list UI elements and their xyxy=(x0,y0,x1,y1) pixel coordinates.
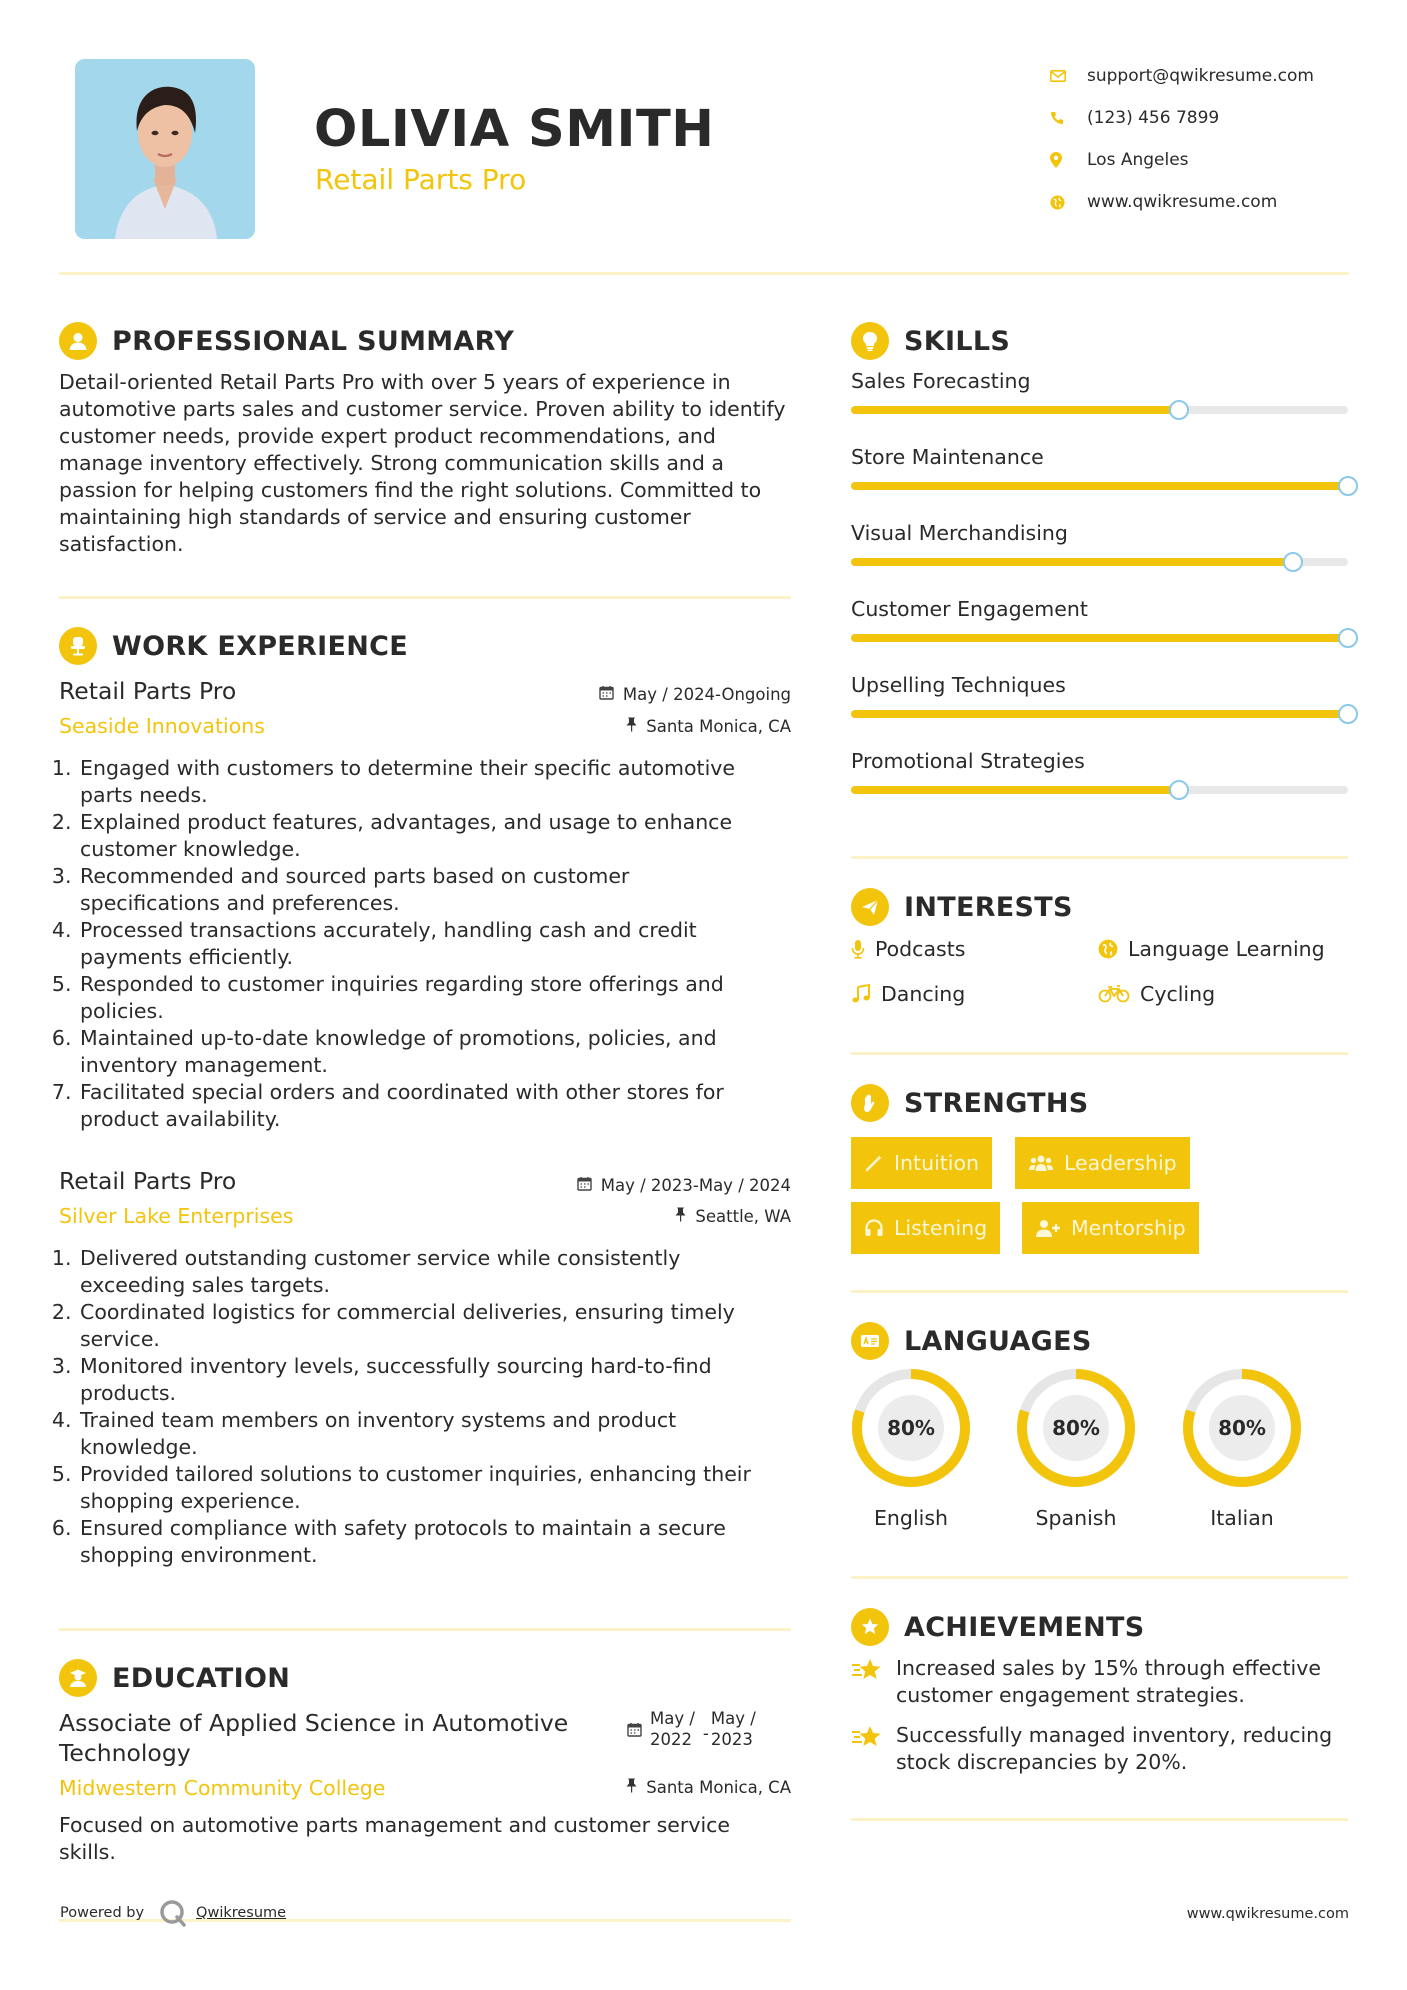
profile-photo xyxy=(75,59,255,239)
interest-podcasts xyxy=(851,937,965,961)
list-item: 4. Processed transactions accurately, handling cash and credit payments efficiently. xyxy=(78,917,799,971)
skill-track xyxy=(851,406,1348,414)
candidate-title: Retail Parts Pro xyxy=(315,163,527,196)
job-1-location xyxy=(626,717,791,736)
strength-leadership xyxy=(1015,1137,1190,1189)
skill-track xyxy=(851,634,1348,642)
work-divider xyxy=(59,1628,791,1631)
language-item xyxy=(1182,1368,1302,1530)
job-2-location-text: Seattle, WA xyxy=(695,1207,791,1226)
education-description xyxy=(59,1812,809,1866)
summary-title: PROFESSIONAL SUMMARY xyxy=(112,325,515,357)
education-school: Midwestern Community College xyxy=(59,1776,386,1800)
achievement-text: Increased sales by 15% through effective customer engagement strategies. xyxy=(896,1656,1321,1707)
work-heading xyxy=(59,627,408,665)
interest-language-learning xyxy=(1098,937,1325,961)
achievements-heading xyxy=(851,1608,1145,1646)
strength-label: Leadership xyxy=(1064,1151,1177,1175)
education-date-start: May / 2022 xyxy=(650,1709,695,1749)
skill-item xyxy=(851,749,1351,773)
strengths-title: STRENGTHS xyxy=(904,1087,1089,1119)
list-item: 1. Engaged with customers to determine their specific automotive parts needs. xyxy=(78,755,799,809)
achievements-divider xyxy=(851,1818,1348,1821)
pushpin-icon xyxy=(626,1778,646,1797)
list-item: 3. Recommended and sourced parts based on customer specifications and preferences. xyxy=(78,863,799,917)
job-1-bullets xyxy=(59,755,799,1133)
globe-icon xyxy=(1098,939,1118,959)
users-icon xyxy=(1028,1153,1054,1173)
qwikresume-link[interactable]: Qwikresume xyxy=(196,1905,287,1921)
skill-level-knob xyxy=(1338,704,1358,724)
job-2-company: Silver Lake Enterprises xyxy=(59,1204,294,1228)
job-1-company: Seaside Innovations xyxy=(59,714,265,738)
language-percent: 80% xyxy=(1052,1416,1100,1440)
strength-mentorship xyxy=(1022,1202,1199,1254)
skill-level-knob xyxy=(1169,400,1189,420)
summary-text xyxy=(59,369,809,558)
job-1-title: Retail Parts Pro xyxy=(59,677,237,705)
list-item: 3. Monitored inventory levels, successfully sourcing hard-to-find products. xyxy=(78,1353,799,1407)
map-pin-icon xyxy=(1050,152,1087,168)
strength-listening xyxy=(851,1202,1000,1254)
job-2-date-text: May / 2023-May / 2024 xyxy=(600,1176,791,1195)
lightbulb-icon xyxy=(851,322,889,360)
headphones-icon xyxy=(864,1218,884,1238)
education-heading xyxy=(59,1659,290,1697)
language-item xyxy=(1016,1368,1136,1530)
list-item: 6. Ensured compliance with safety protocols to maintain a secure shopping environment. xyxy=(78,1515,799,1569)
strengths-divider xyxy=(851,1290,1348,1293)
list-item: 2. Coordinated logistics for commercial deliveries, ensuring timely service. xyxy=(78,1299,799,1353)
list-item: 5. Provided tailored solutions to customer inquiries, enhancing their shopping experience. xyxy=(78,1461,799,1515)
list-item: 2. Explained product features, advantages, and usage to enhance customer knowledge. xyxy=(78,809,799,863)
strength-label: Listening xyxy=(894,1216,988,1240)
user-plus-icon xyxy=(1035,1218,1061,1238)
education-title: EDUCATION xyxy=(112,1662,291,1694)
header-divider xyxy=(59,272,1349,275)
language-name: Spanish xyxy=(1035,1506,1117,1530)
skill-level-knob xyxy=(1338,476,1358,496)
skill-item xyxy=(851,521,1351,545)
calendar-icon xyxy=(627,1722,642,1737)
job-2-date xyxy=(577,1176,791,1195)
hand-icon xyxy=(851,1084,889,1122)
skill-track xyxy=(851,786,1348,794)
skill-name: Upselling Techniques xyxy=(851,673,1066,697)
achievement-item xyxy=(851,1722,1371,1776)
contact-phone-text: (123) 456 7899 xyxy=(1087,108,1220,128)
interest-label: Dancing xyxy=(881,982,966,1006)
skills-title: SKILLS xyxy=(904,325,1011,357)
contact-phone[interactable] xyxy=(1050,97,1390,139)
paper-plane-icon xyxy=(851,888,889,926)
summary-line: maintaining high standards of service and ensuring customer xyxy=(59,505,691,529)
skill-name: Visual Merchandising xyxy=(851,521,1068,545)
language-name: Italian xyxy=(1210,1506,1274,1530)
language-ring xyxy=(1016,1368,1136,1488)
calendar-icon xyxy=(599,685,623,704)
degree-line: Technology xyxy=(59,1739,191,1767)
job-2-title: Retail Parts Pro xyxy=(59,1167,237,1195)
skill-item xyxy=(851,369,1351,393)
contact-block xyxy=(1050,55,1390,223)
powered-by-label: Powered by xyxy=(60,1905,145,1921)
education-date-separator: - xyxy=(702,1723,709,1743)
skill-track xyxy=(851,482,1348,490)
skill-item xyxy=(851,445,1351,469)
language-percent: 80% xyxy=(1218,1416,1266,1440)
interests-heading xyxy=(851,888,1073,926)
education-desc-line: Focused on automotive parts management and customer service xyxy=(59,1813,731,1837)
bicycle-icon xyxy=(1098,985,1130,1003)
skill-level-knob xyxy=(1169,780,1189,800)
job-1-date-text: May / 2024-Ongoing xyxy=(622,685,791,704)
language-name: English xyxy=(873,1506,949,1530)
star-badge-icon xyxy=(851,1608,889,1646)
skill-name: Customer Engagement xyxy=(851,597,1088,621)
interests-title: INTERESTS xyxy=(904,891,1073,923)
contact-location-text: Los Angeles xyxy=(1087,150,1189,170)
languages-heading xyxy=(851,1322,1092,1360)
interest-label: Cycling xyxy=(1140,982,1216,1006)
pushpin-icon xyxy=(675,1207,695,1226)
language-ring xyxy=(851,1368,971,1488)
contact-location xyxy=(1050,139,1390,181)
education-degree xyxy=(59,1708,568,1768)
skill-level-fill xyxy=(851,634,1348,642)
achievement-text: Successfully managed inventory, reducing stock discrepancies by 20%. xyxy=(896,1723,1333,1774)
skill-level-knob xyxy=(1283,552,1303,572)
chair-icon xyxy=(59,627,97,665)
job-2-bullets xyxy=(59,1245,799,1569)
phone-icon xyxy=(1050,111,1087,125)
skill-name: Promotional Strategies xyxy=(851,749,1085,773)
interest-cycling xyxy=(1098,982,1215,1006)
skill-level-fill xyxy=(851,710,1348,718)
calendar-icon xyxy=(577,1176,601,1195)
skill-level-fill xyxy=(851,406,1179,414)
user-icon xyxy=(59,322,97,360)
job-1-date xyxy=(599,685,791,704)
achievement-item xyxy=(851,1655,1371,1709)
skill-track xyxy=(851,710,1348,718)
education-location xyxy=(626,1778,791,1797)
contact-website-text: www.qwikresume.com xyxy=(1087,192,1278,212)
strength-label: Intuition xyxy=(894,1151,980,1175)
list-item: 4. Trained team members on inventory systems and product knowledge. xyxy=(78,1407,799,1461)
work-title: WORK EXPERIENCE xyxy=(112,630,408,662)
skills-divider xyxy=(851,856,1348,859)
skill-level-fill xyxy=(851,482,1348,490)
interest-label: Podcasts xyxy=(875,937,966,961)
skill-level-knob xyxy=(1338,628,1358,648)
summary-line: customer needs, provide expert product recommendations, and xyxy=(59,424,716,448)
skill-item xyxy=(851,673,1351,697)
qwikresume-logo-icon xyxy=(158,1898,188,1928)
job-2-location xyxy=(675,1207,791,1226)
language-card-icon xyxy=(851,1322,889,1360)
language-ring xyxy=(1182,1368,1302,1488)
summary-line: satisfaction. xyxy=(59,532,184,556)
list-item: 6. Maintained up-to-date knowledge of promotions, policies, and inventory management. xyxy=(78,1025,799,1079)
summary-line: passion for helping customers find the right solutions. Committed to xyxy=(59,478,762,502)
interest-dancing xyxy=(851,982,965,1006)
summary-heading xyxy=(59,322,514,360)
skill-level-fill xyxy=(851,558,1293,566)
contact-website[interactable] xyxy=(1050,181,1390,223)
summary-line: Detail-oriented Retail Parts Pro with over 5 years of experience in xyxy=(59,370,731,394)
star-icon xyxy=(851,1655,896,1709)
strengths-heading xyxy=(851,1084,1089,1122)
job-1-location-text: Santa Monica, CA xyxy=(646,717,791,736)
summary-divider xyxy=(59,596,791,599)
language-percent: 80% xyxy=(887,1416,935,1440)
education-desc-line: skills. xyxy=(59,1840,116,1864)
star-icon xyxy=(851,1722,896,1776)
list-item: 1. Delivered outstanding customer service while consistently exceeding sales targets. xyxy=(78,1245,799,1299)
education-date-end: May / 2023 xyxy=(710,1709,756,1749)
summary-line: automotive parts sales and customer service. Proven ability to identify xyxy=(59,397,786,421)
skill-item xyxy=(851,597,1351,621)
strength-label: Mentorship xyxy=(1071,1216,1186,1240)
magic-wand-icon xyxy=(864,1153,884,1173)
skills-heading xyxy=(851,322,1010,360)
skill-name: Store Maintenance xyxy=(851,445,1044,469)
education-date xyxy=(627,1708,756,1750)
education-location-text: Santa Monica, CA xyxy=(646,1778,791,1797)
envelope-icon xyxy=(1050,70,1087,82)
interests-divider xyxy=(851,1052,1348,1055)
list-item: 7. Facilitated special orders and coordinated with other stores for product availability. xyxy=(78,1079,799,1133)
language-item xyxy=(851,1368,971,1530)
footer-url[interactable]: www.qwikresume.com xyxy=(1186,1906,1349,1922)
interest-label: Language Learning xyxy=(1128,937,1325,961)
summary-line: manage inventory effectively. Strong communication skills and a xyxy=(59,451,724,475)
contact-email[interactable] xyxy=(1050,55,1390,97)
globe-icon xyxy=(1050,195,1087,210)
graduate-icon xyxy=(59,1659,97,1697)
pushpin-icon xyxy=(626,717,646,736)
degree-line: Associate of Applied Science in Automotive xyxy=(59,1709,569,1737)
skill-level-fill xyxy=(851,786,1179,794)
contact-email-text: support@qwikresume.com xyxy=(1087,66,1314,86)
skill-track xyxy=(851,558,1348,566)
music-note-icon xyxy=(851,984,871,1004)
achievements-title: ACHIEVEMENTS xyxy=(904,1611,1145,1643)
languages-title: LANGUAGES xyxy=(904,1325,1092,1357)
footer-powered-by xyxy=(60,1898,286,1928)
languages-divider xyxy=(851,1576,1348,1579)
strength-intuition xyxy=(851,1137,992,1189)
skill-name: Sales Forecasting xyxy=(851,369,1031,393)
list-item: 5. Responded to customer inquiries regarding store offerings and policies. xyxy=(78,971,799,1025)
candidate-name: OLIVIA SMITH xyxy=(314,100,715,159)
microphone-icon xyxy=(851,939,865,959)
